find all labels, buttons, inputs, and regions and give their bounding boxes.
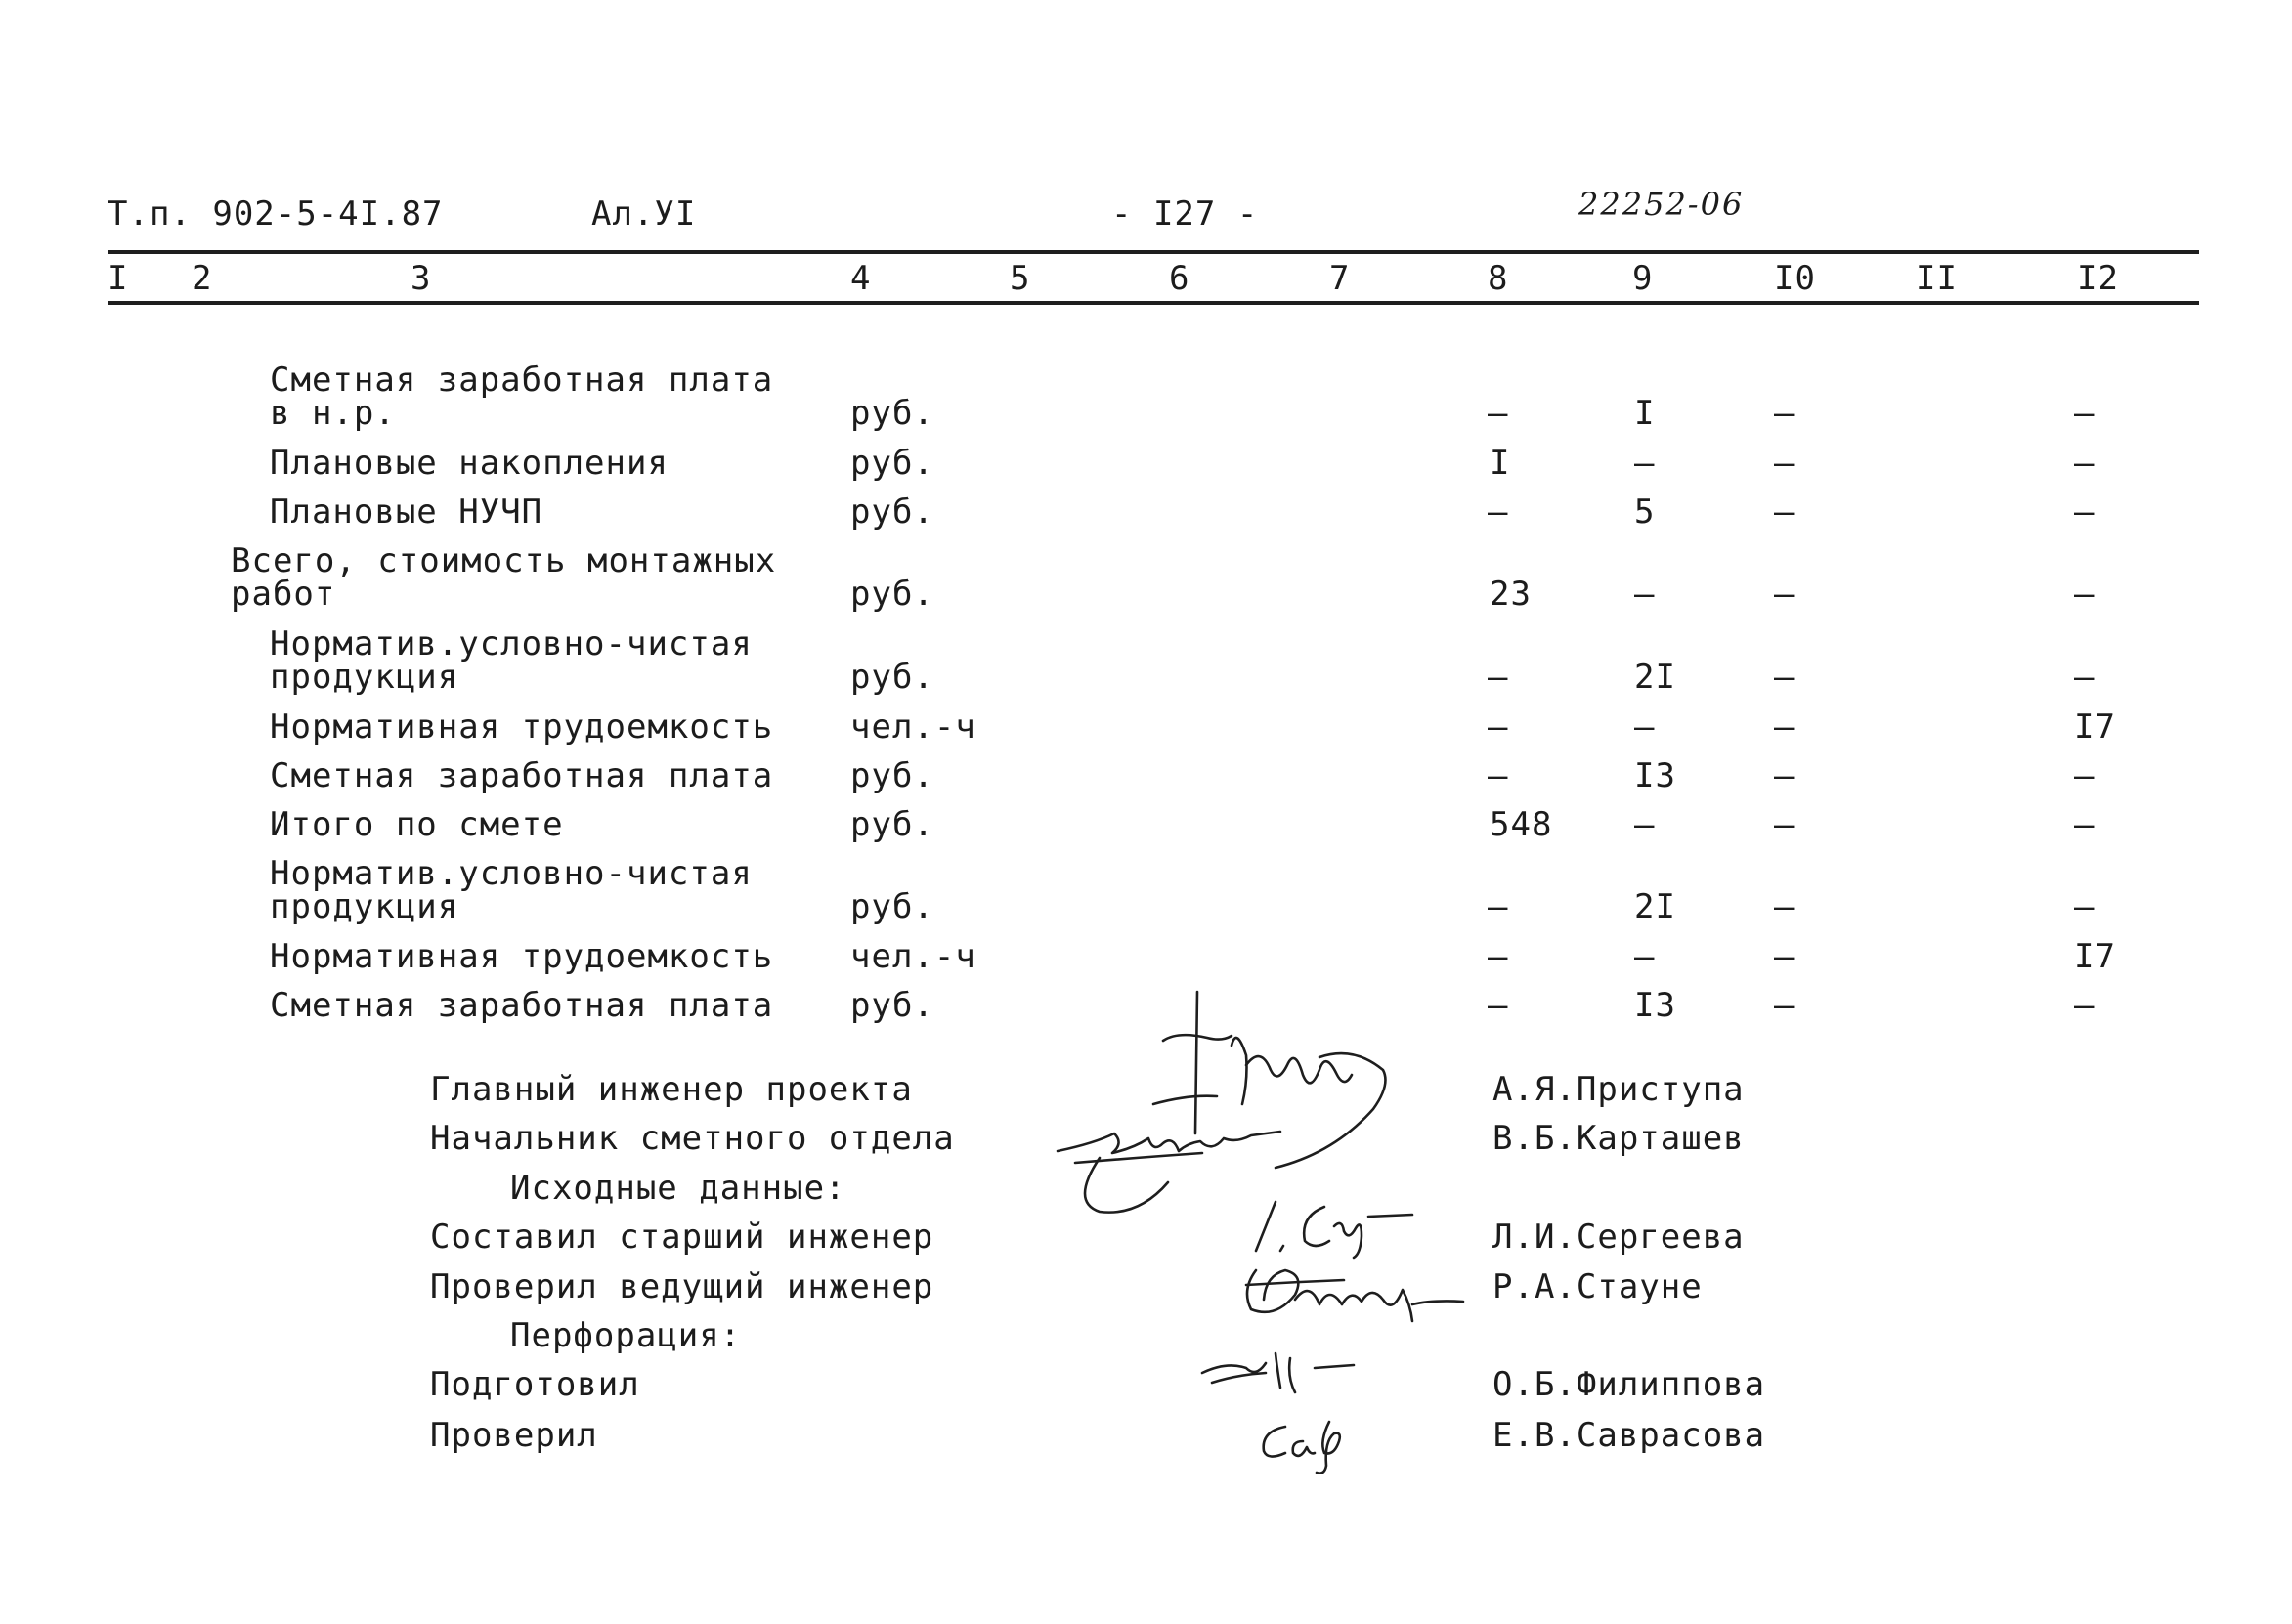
cell-col-10: –: [1774, 756, 1795, 795]
column-number: II: [1916, 259, 1958, 298]
column-number: 5: [1010, 259, 1031, 298]
row-unit: руб.: [850, 444, 934, 483]
cell-col-10: –: [1774, 707, 1795, 747]
row-unit: руб.: [850, 887, 934, 926]
cell-col-12: –: [2074, 575, 2096, 614]
column-number: 2: [192, 259, 213, 298]
row-label: продукция: [270, 887, 459, 926]
cell-col-10: –: [1774, 658, 1795, 697]
column-number: 6: [1169, 259, 1190, 298]
cell-col-12: –: [2074, 756, 2096, 795]
row-label: в н.р.: [270, 394, 396, 433]
row-unit: руб.: [850, 492, 934, 532]
cell-col-10: –: [1774, 986, 1795, 1025]
row-label: продукция: [270, 658, 459, 697]
signature-role: Проверил ведущий инженер: [430, 1267, 934, 1306]
cell-col-9: –: [1634, 707, 1656, 747]
cell-col-8: 548: [1490, 805, 1553, 844]
signature-staune: [1236, 1261, 1471, 1339]
row-label: работ: [231, 575, 336, 614]
signature-pristupa: [1060, 987, 1412, 1231]
signature-name: О.Б.Филиппова: [1492, 1365, 1766, 1404]
cell-col-10: –: [1774, 492, 1795, 532]
cell-col-10: –: [1774, 887, 1795, 926]
cell-col-8: –: [1488, 756, 1509, 795]
signature-sergeeva: [1246, 1197, 1442, 1265]
row-label: Всего, стоимость монтажных: [231, 541, 777, 580]
row-unit: руб.: [850, 658, 934, 697]
cell-col-8: –: [1488, 658, 1509, 697]
cell-col-9: 2I: [1634, 887, 1676, 926]
row-label: Итого по смете: [270, 805, 564, 844]
row-label: Сметная заработная плата: [270, 361, 774, 400]
cell-col-8: –: [1488, 986, 1509, 1025]
signature-filippova: [1197, 1344, 1373, 1402]
cell-col-9: –: [1634, 444, 1656, 483]
cell-col-12: –: [2074, 986, 2096, 1025]
signature-name: В.Б.Карташев: [1492, 1119, 1745, 1158]
header-bottom-rule: [108, 301, 2199, 305]
cell-col-12: I7: [2074, 937, 2116, 976]
cell-col-12: I7: [2074, 707, 2116, 747]
cell-col-8: I: [1490, 444, 1511, 483]
section-heading: Перфорация:: [510, 1316, 742, 1355]
column-number: I0: [1774, 259, 1816, 298]
row-label: Плановые накопления: [270, 444, 669, 483]
signature-name: Л.И.Сергеева: [1492, 1218, 1745, 1257]
column-number: 7: [1329, 259, 1351, 298]
section-heading: Исходные данные:: [510, 1169, 846, 1208]
page-number: - I27 -: [1111, 194, 1259, 234]
signature-role: Составил старший инженер: [430, 1218, 934, 1257]
row-unit: руб.: [850, 986, 934, 1025]
cell-col-12: –: [2074, 887, 2096, 926]
cell-col-12: –: [2074, 492, 2096, 532]
stamp-number: 22252-06: [1578, 186, 1745, 223]
cell-col-9: –: [1634, 937, 1656, 976]
cell-col-10: –: [1774, 937, 1795, 976]
header-top-rule: [108, 250, 2199, 254]
cell-col-12: –: [2074, 444, 2096, 483]
cell-col-8: –: [1488, 707, 1509, 747]
row-unit: чел.-ч: [850, 937, 976, 976]
column-number: 8: [1488, 259, 1509, 298]
signature-role: Начальник сметного отдела: [430, 1119, 955, 1158]
cell-col-10: –: [1774, 805, 1795, 844]
column-number: I2: [2077, 259, 2119, 298]
column-number: 3: [411, 259, 432, 298]
row-label: Сметная заработная плата: [270, 756, 774, 795]
signature-name: Е.В.Саврасова: [1492, 1416, 1766, 1455]
signature-name: А.Я.Приступа: [1492, 1070, 1745, 1109]
cell-col-10: –: [1774, 575, 1795, 614]
cell-col-9: –: [1634, 805, 1656, 844]
signature-role: Главный инженер проекта: [430, 1070, 913, 1109]
signature-role: Проверил: [430, 1416, 598, 1455]
signature-name: Р.А.Стауне: [1492, 1267, 1703, 1306]
cell-col-12: –: [2074, 658, 2096, 697]
cell-col-8: –: [1488, 937, 1509, 976]
cell-col-8: –: [1488, 394, 1509, 433]
cell-col-9: I3: [1634, 756, 1676, 795]
cell-col-9: I3: [1634, 986, 1676, 1025]
cell-col-8: –: [1488, 492, 1509, 532]
row-unit: руб.: [850, 805, 934, 844]
row-label: Нормативная трудоемкость: [270, 937, 774, 976]
row-unit: руб.: [850, 756, 934, 795]
doc-code: Т.п. 902-5-4I.87: [108, 194, 444, 234]
row-label: Нормативная трудоемкость: [270, 707, 774, 747]
row-unit: чел.-ч: [850, 707, 976, 747]
cell-col-9: 2I: [1634, 658, 1676, 697]
cell-col-12: –: [2074, 805, 2096, 844]
cell-col-10: –: [1774, 444, 1795, 483]
row-unit: руб.: [850, 575, 934, 614]
column-number: I: [108, 259, 129, 298]
row-label: Сметная заработная плата: [270, 986, 774, 1025]
cell-col-9: 5: [1634, 492, 1656, 532]
column-number: 4: [850, 259, 872, 298]
cell-col-12: –: [2074, 394, 2096, 433]
row-label: Норматив.условно-чистая: [270, 854, 753, 893]
cell-col-10: –: [1774, 394, 1795, 433]
cell-col-9: I: [1634, 394, 1656, 433]
row-label: Плановые НУЧП: [270, 492, 543, 532]
column-number: 9: [1632, 259, 1654, 298]
signature-savrasova: [1256, 1412, 1373, 1480]
signature-kartashev: [1056, 1114, 1310, 1182]
cell-col-8: 23: [1490, 575, 1532, 614]
cell-col-9: –: [1634, 575, 1656, 614]
signature-role: Подготовил: [430, 1365, 640, 1404]
cell-col-8: –: [1488, 887, 1509, 926]
row-label: Норматив.условно-чистая: [270, 624, 753, 663]
row-unit: руб.: [850, 394, 934, 433]
album-label: Ал.УI: [591, 194, 697, 234]
